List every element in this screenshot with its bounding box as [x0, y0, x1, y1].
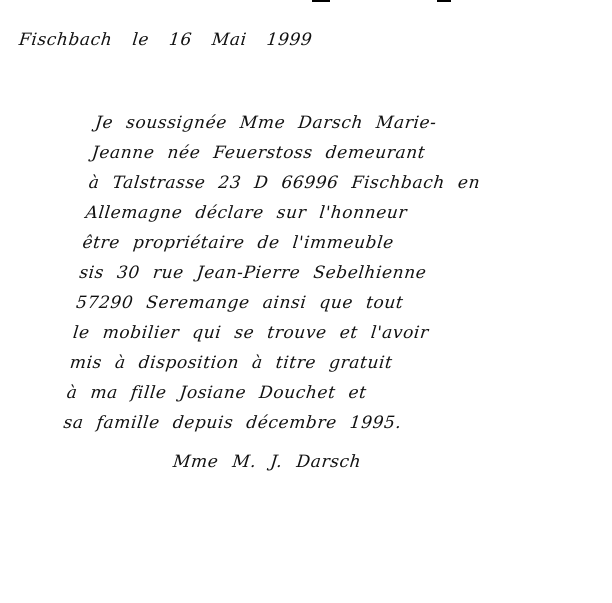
letter-body-line: Je soussignée Mme Darsch Marie-	[94, 113, 438, 133]
letter-signature: Mme M. J. Darsch	[172, 452, 363, 472]
letter-place-date: Fischbach le 16 Mai 1999	[18, 30, 314, 50]
letter-body	[62, 108, 488, 438]
scan-edge-mark-left	[312, 0, 330, 2]
letter-body-line: le mobilier qui se trouve et l'avoir	[71, 323, 430, 343]
letter-body-line: être propriétaire de l'immeuble	[81, 233, 395, 253]
letter-body-line: Allemagne déclare sur l'honneur	[84, 203, 409, 223]
letter-body-line: à ma fille Josiane Douchet et	[65, 383, 368, 403]
letter-body-line: à Talstrasse 23 D 66996 Fischbach en	[87, 173, 482, 193]
letter-body-line: 57290 Seremange ainsi que tout	[75, 293, 405, 313]
scan-edge-mark-right	[437, 0, 451, 2]
letter-body-line: mis à disposition à titre gratuit	[68, 353, 394, 373]
letter-body-line: sa famille depuis décembre 1995.	[62, 413, 403, 433]
letter-body-line: sis 30 rue Jean-Pierre Sebelhienne	[78, 263, 428, 283]
letter-body-line: Jeanne née Feuerstoss demeurant	[90, 143, 427, 163]
